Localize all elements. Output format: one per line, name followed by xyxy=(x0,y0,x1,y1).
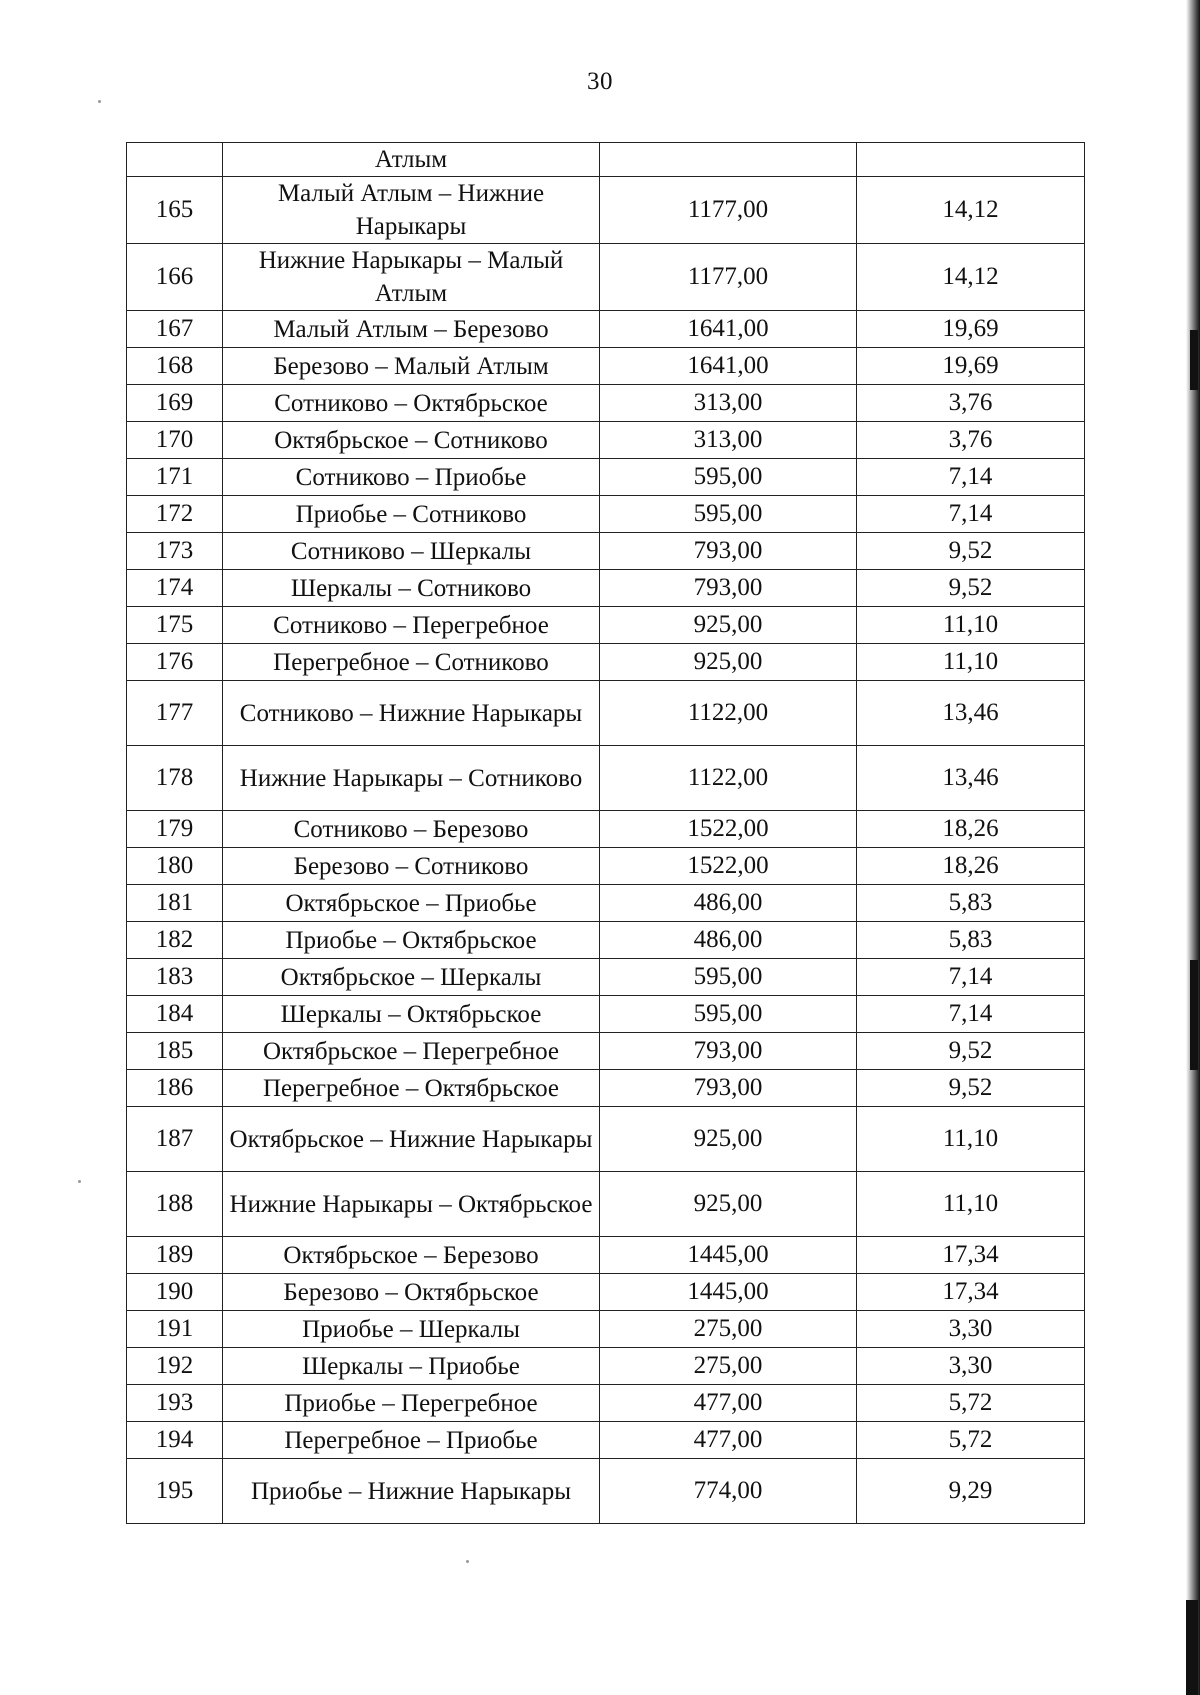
route-cell: Атлым xyxy=(223,143,600,177)
table-row xyxy=(127,1107,1085,1172)
route-cell: Шеркалы – Октябрьское xyxy=(223,996,600,1033)
row-number-cell: 188 xyxy=(127,1172,223,1237)
tariff-cell: 11,10 xyxy=(857,607,1085,644)
row-number-cell: 179 xyxy=(127,811,223,848)
price-cell: 275,00 xyxy=(600,1348,857,1385)
route-cell: Нижние Нарыкары – Октябрьское xyxy=(223,1172,600,1237)
table-row xyxy=(127,177,1085,244)
price-cell: 774,00 xyxy=(600,1459,857,1524)
table-row xyxy=(127,348,1085,385)
row-number-cell: 190 xyxy=(127,1274,223,1311)
tariff-cell: 19,69 xyxy=(857,348,1085,385)
route-cell: Перегребное – Октябрьское xyxy=(223,1070,600,1107)
table-row xyxy=(127,1311,1085,1348)
tariff-cell xyxy=(857,143,1085,177)
row-number-cell: 180 xyxy=(127,848,223,885)
table-row xyxy=(127,496,1085,533)
price-cell: 793,00 xyxy=(600,533,857,570)
route-cell: Сотниково – Октябрьское xyxy=(223,385,600,422)
tariff-cell: 17,34 xyxy=(857,1237,1085,1274)
price-cell: 1641,00 xyxy=(600,348,857,385)
table-row xyxy=(127,922,1085,959)
row-number-cell: 174 xyxy=(127,570,223,607)
row-number-cell: 170 xyxy=(127,422,223,459)
price-cell: 925,00 xyxy=(600,1107,857,1172)
price-cell: 1522,00 xyxy=(600,811,857,848)
tariff-cell: 9,29 xyxy=(857,1459,1085,1524)
tariff-cell: 5,72 xyxy=(857,1385,1085,1422)
row-number-cell: 183 xyxy=(127,959,223,996)
tariff-cell: 9,52 xyxy=(857,570,1085,607)
price-cell: 477,00 xyxy=(600,1422,857,1459)
table-row xyxy=(127,244,1085,311)
scan-speck xyxy=(78,1180,81,1183)
table-row xyxy=(127,1033,1085,1070)
tariff-cell: 5,83 xyxy=(857,922,1085,959)
price-cell: 925,00 xyxy=(600,1172,857,1237)
scan-edge-mark xyxy=(1186,1600,1198,1695)
table-row xyxy=(127,385,1085,422)
route-cell: Октябрьское – Шеркалы xyxy=(223,959,600,996)
tariff-cell: 18,26 xyxy=(857,848,1085,885)
route-cell: Приобье – Октябрьское xyxy=(223,922,600,959)
tariff-cell: 14,12 xyxy=(857,177,1085,244)
row-number-cell: 181 xyxy=(127,885,223,922)
scan-speck xyxy=(466,1560,469,1563)
route-cell: Сотниково – Перегребное xyxy=(223,607,600,644)
route-cell: Березово – Малый Атлым xyxy=(223,348,600,385)
route-cell: Нижние Нарыкары – Сотниково xyxy=(223,746,600,811)
row-number-cell: 187 xyxy=(127,1107,223,1172)
fares-table-body xyxy=(127,143,1085,1524)
table-row xyxy=(127,681,1085,746)
row-number-cell: 172 xyxy=(127,496,223,533)
price-cell: 1177,00 xyxy=(600,244,857,311)
row-number-cell: 195 xyxy=(127,1459,223,1524)
row-number-cell: 168 xyxy=(127,348,223,385)
tariff-cell: 13,46 xyxy=(857,681,1085,746)
row-number-cell: 191 xyxy=(127,1311,223,1348)
page-number: 30 xyxy=(587,68,613,95)
row-number-cell: 167 xyxy=(127,311,223,348)
tariff-cell: 7,14 xyxy=(857,459,1085,496)
price-cell: 486,00 xyxy=(600,885,857,922)
route-cell: Малый Атлым – Нижние Нарыкары xyxy=(223,177,600,244)
table-row xyxy=(127,1070,1085,1107)
table-row xyxy=(127,959,1085,996)
route-cell: Сотниково – Нижние Нарыкары xyxy=(223,681,600,746)
row-number-cell: 178 xyxy=(127,746,223,811)
tariff-cell: 9,52 xyxy=(857,1033,1085,1070)
table-row xyxy=(127,1172,1085,1237)
route-cell: Шеркалы – Приобье xyxy=(223,1348,600,1385)
row-number-cell: 169 xyxy=(127,385,223,422)
price-cell: 1445,00 xyxy=(600,1274,857,1311)
scan-edge-shadow xyxy=(1186,0,1200,1695)
price-cell: 793,00 xyxy=(600,1033,857,1070)
route-cell: Нижние Нарыкары – Малый Атлым xyxy=(223,244,600,311)
route-cell: Приобье – Сотниково xyxy=(223,496,600,533)
route-cell: Октябрьское – Перегребное xyxy=(223,1033,600,1070)
row-number-cell: 165 xyxy=(127,177,223,244)
scan-speck xyxy=(98,100,101,103)
table-row xyxy=(127,607,1085,644)
tariff-cell: 17,34 xyxy=(857,1274,1085,1311)
price-cell: 486,00 xyxy=(600,922,857,959)
row-number-cell: 177 xyxy=(127,681,223,746)
tariff-cell: 5,83 xyxy=(857,885,1085,922)
table-row xyxy=(127,570,1085,607)
row-number-cell: 173 xyxy=(127,533,223,570)
row-number-cell: 175 xyxy=(127,607,223,644)
route-cell: Приобье – Перегребное xyxy=(223,1385,600,1422)
price-cell: 1122,00 xyxy=(600,681,857,746)
route-cell: Октябрьское – Приобье xyxy=(223,885,600,922)
tariff-cell: 14,12 xyxy=(857,244,1085,311)
route-cell: Березово – Октябрьское xyxy=(223,1274,600,1311)
route-cell: Березово – Сотниково xyxy=(223,848,600,885)
price-cell: 595,00 xyxy=(600,496,857,533)
table-row xyxy=(127,1274,1085,1311)
table-row xyxy=(127,1348,1085,1385)
table-row xyxy=(127,533,1085,570)
fares-table xyxy=(126,142,1085,1524)
row-number-cell: 189 xyxy=(127,1237,223,1274)
route-cell: Малый Атлым – Березово xyxy=(223,311,600,348)
table-row xyxy=(127,811,1085,848)
tariff-cell: 5,72 xyxy=(857,1422,1085,1459)
tariff-cell: 11,10 xyxy=(857,1172,1085,1237)
table-row xyxy=(127,746,1085,811)
scan-edge-mark xyxy=(1190,960,1198,1070)
scan-edge-mark xyxy=(1190,330,1198,390)
row-number-cell: 166 xyxy=(127,244,223,311)
table-row xyxy=(127,996,1085,1033)
tariff-cell: 3,76 xyxy=(857,385,1085,422)
row-number-cell: 182 xyxy=(127,922,223,959)
table-row xyxy=(127,848,1085,885)
tariff-cell: 18,26 xyxy=(857,811,1085,848)
table-row xyxy=(127,1237,1085,1274)
price-cell: 595,00 xyxy=(600,959,857,996)
tariff-cell: 3,76 xyxy=(857,422,1085,459)
price-cell: 1522,00 xyxy=(600,848,857,885)
tariff-cell: 11,10 xyxy=(857,1107,1085,1172)
price-cell: 275,00 xyxy=(600,1311,857,1348)
row-number-cell: 194 xyxy=(127,1422,223,1459)
table-row xyxy=(127,644,1085,681)
table-row xyxy=(127,1422,1085,1459)
price-cell: 313,00 xyxy=(600,385,857,422)
table-row xyxy=(127,1385,1085,1422)
price-cell xyxy=(600,143,857,177)
row-number-cell: 192 xyxy=(127,1348,223,1385)
route-cell: Шеркалы – Сотниково xyxy=(223,570,600,607)
tariff-cell: 3,30 xyxy=(857,1311,1085,1348)
row-number-cell: 186 xyxy=(127,1070,223,1107)
price-cell: 595,00 xyxy=(600,996,857,1033)
price-cell: 1177,00 xyxy=(600,177,857,244)
table-row xyxy=(127,1459,1085,1524)
row-number-cell: 193 xyxy=(127,1385,223,1422)
price-cell: 1641,00 xyxy=(600,311,857,348)
table-row xyxy=(127,459,1085,496)
price-cell: 595,00 xyxy=(600,459,857,496)
price-cell: 477,00 xyxy=(600,1385,857,1422)
row-number-cell xyxy=(127,143,223,177)
row-number-cell: 185 xyxy=(127,1033,223,1070)
table-row xyxy=(127,885,1085,922)
tariff-cell: 3,30 xyxy=(857,1348,1085,1385)
price-cell: 925,00 xyxy=(600,644,857,681)
price-cell: 1445,00 xyxy=(600,1237,857,1274)
tariff-cell: 7,14 xyxy=(857,496,1085,533)
tariff-cell: 9,52 xyxy=(857,1070,1085,1107)
route-cell: Октябрьское – Сотниково xyxy=(223,422,600,459)
price-cell: 793,00 xyxy=(600,1070,857,1107)
tariff-cell: 9,52 xyxy=(857,533,1085,570)
table-row xyxy=(127,422,1085,459)
price-cell: 793,00 xyxy=(600,570,857,607)
price-cell: 1122,00 xyxy=(600,746,857,811)
table-row-continued xyxy=(127,143,1085,177)
route-cell: Перегребное – Приобье xyxy=(223,1422,600,1459)
table-row xyxy=(127,311,1085,348)
tariff-cell: 13,46 xyxy=(857,746,1085,811)
route-cell: Сотниково – Березово xyxy=(223,811,600,848)
price-cell: 925,00 xyxy=(600,607,857,644)
route-cell: Приобье – Шеркалы xyxy=(223,1311,600,1348)
route-cell: Октябрьское – Березово xyxy=(223,1237,600,1274)
row-number-cell: 176 xyxy=(127,644,223,681)
route-cell: Приобье – Нижние Нарыкары xyxy=(223,1459,600,1524)
tariff-cell: 7,14 xyxy=(857,996,1085,1033)
tariff-cell: 11,10 xyxy=(857,644,1085,681)
tariff-cell: 7,14 xyxy=(857,959,1085,996)
price-cell: 313,00 xyxy=(600,422,857,459)
route-cell: Октябрьское – Нижние Нарыкары xyxy=(223,1107,600,1172)
route-cell: Перегребное – Сотниково xyxy=(223,644,600,681)
tariff-cell: 19,69 xyxy=(857,311,1085,348)
route-cell: Сотниково – Шеркалы xyxy=(223,533,600,570)
row-number-cell: 184 xyxy=(127,996,223,1033)
route-cell: Сотниково – Приобье xyxy=(223,459,600,496)
row-number-cell: 171 xyxy=(127,459,223,496)
